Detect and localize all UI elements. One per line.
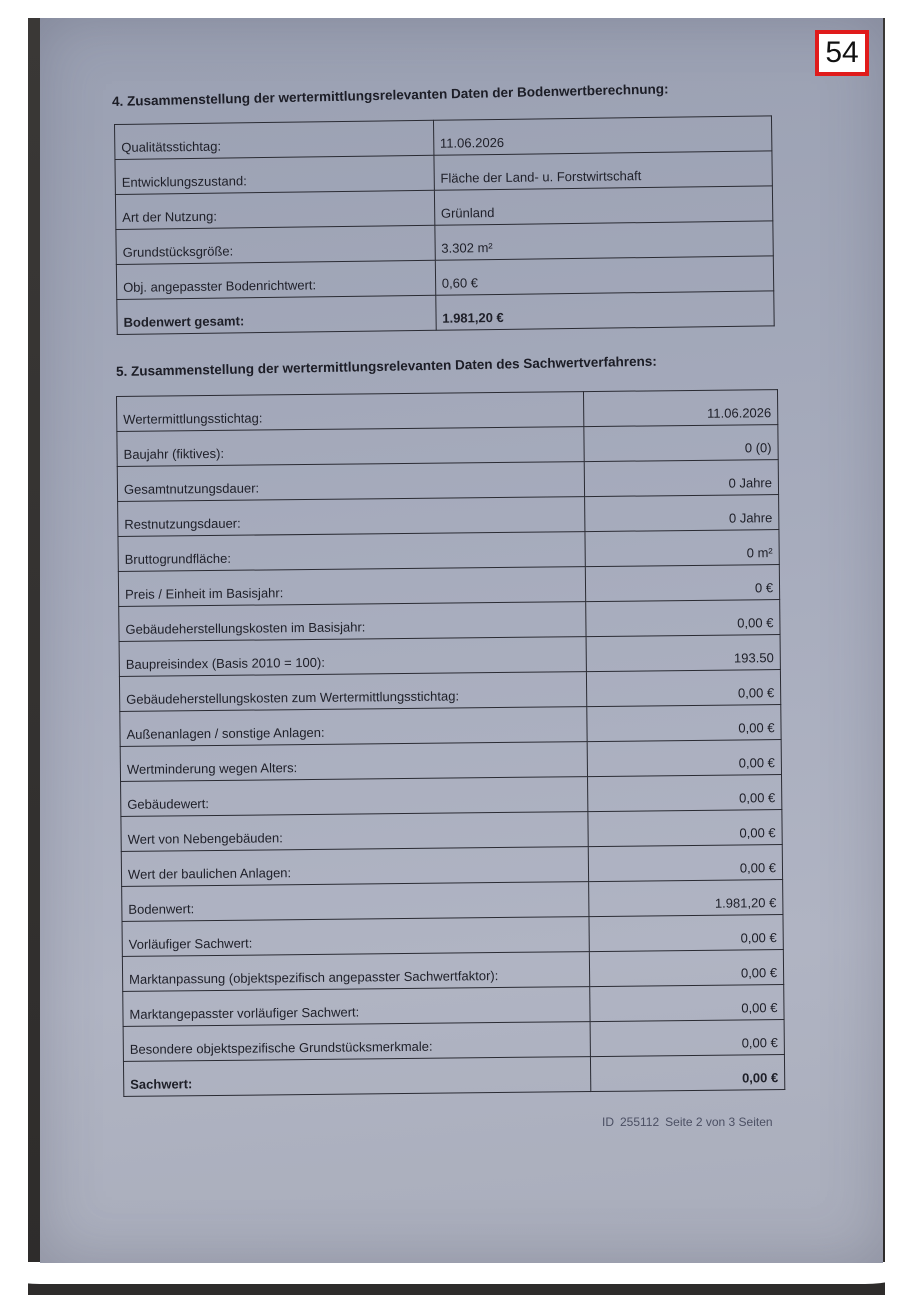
row-label: Wert der baulichen Anlagen:: [121, 847, 588, 887]
page-number-badge: 54: [815, 30, 869, 76]
row-value: 0,00 €: [590, 985, 784, 1022]
row-label: Gebäudeherstellungskosten zum Wertermittlungsstichtag:: [119, 672, 586, 712]
row-value: 0 Jahre: [584, 460, 778, 497]
scan-border-right: [885, 0, 905, 1295]
row-label: Baujahr (fiktives):: [117, 427, 584, 467]
row-value: 1.981,20 €: [589, 880, 783, 917]
row-value: 193.50: [586, 635, 780, 672]
row-label: Obj. angepasster Bodenrichtwert:: [116, 260, 435, 299]
row-label: Bodenwert gesamt:: [117, 295, 436, 334]
row-value: 0,00 €: [587, 705, 781, 742]
row-label: Gesamtnutzungsdauer:: [117, 462, 584, 502]
scan-border-bottom: [0, 1262, 905, 1284]
row-value: 0,00 €: [589, 950, 783, 987]
row-value: 0,00 €: [588, 775, 782, 812]
row-value: 11.06.2026: [584, 390, 778, 427]
row-label: Gebäudeherstellungskosten im Basisjahr:: [119, 602, 586, 642]
footer-page-text: Seite 2 von 3 Seiten: [665, 1115, 773, 1129]
row-label: Besondere objektspezifische Grundstücksmerkmale:: [123, 1022, 590, 1062]
table-row: [123, 1055, 784, 1097]
row-label: Sachwert:: [123, 1057, 590, 1097]
row-label: Restnutzungsdauer:: [118, 497, 585, 537]
row-value: 0,00 €: [590, 1020, 784, 1057]
row-label: Qualitätsstichtag:: [115, 120, 434, 159]
row-label: Marktanpassung (objektspezifisch angepasster Sachwertfaktor):: [122, 952, 589, 992]
row-label: Wertermittlungsstichtag:: [117, 392, 584, 432]
row-value: 0,00 €: [591, 1055, 785, 1092]
row-value: 0,00 €: [588, 810, 782, 847]
row-label: Marktangepasster vorläufiger Sachwert:: [123, 987, 590, 1027]
row-label: Bodenwert:: [122, 882, 589, 922]
row-value: 11.06.2026: [433, 116, 772, 155]
footer-id-label: ID: [602, 1115, 614, 1129]
row-value: 0,00 €: [589, 915, 783, 952]
row-label: Bruttogrundfläche:: [118, 532, 585, 572]
row-value: 0 (0): [584, 425, 778, 462]
scan-border-left: [0, 0, 28, 1295]
row-value: 1.981,20 €: [435, 291, 774, 330]
row-label: Grundstücksgröße:: [116, 225, 435, 264]
row-value: 0 €: [585, 565, 779, 602]
row-label: Vorläufiger Sachwert:: [122, 917, 589, 957]
section-5-heading: 5. Zusammenstellung der wertermittlungsrelevanten Daten des Sachwertverfahrens:: [115, 353, 657, 379]
row-label: Baupreisindex (Basis 2010 = 100):: [119, 637, 586, 677]
row-value: 0,00 €: [587, 670, 781, 707]
row-label: Preis / Einheit im Basisjahr:: [118, 567, 585, 607]
page-footer: [602, 1115, 779, 1129]
row-value: 0 m²: [585, 530, 779, 567]
row-value: 0,00 €: [587, 740, 781, 777]
row-label: Gebäudewert:: [121, 777, 588, 817]
row-label: Wert von Nebengebäuden:: [121, 812, 588, 852]
row-value: Grünland: [434, 186, 773, 225]
asset-value-table: [116, 389, 785, 1097]
row-value: Fläche der Land- u. Forstwirtschaft: [434, 151, 773, 190]
row-label: Wertminderung wegen Alters:: [120, 742, 587, 782]
row-value: 0 Jahre: [585, 495, 779, 532]
row-label: Art der Nutzung:: [115, 190, 434, 229]
row-value: 0,00 €: [588, 845, 782, 882]
row-value: 3.302 m²: [435, 221, 774, 260]
row-label: Entwicklungszustand:: [115, 155, 434, 194]
scan-border-top: [0, 0, 905, 18]
land-value-table: [114, 115, 775, 335]
row-value: 0,60 €: [435, 256, 774, 295]
section-4-heading: 4. Zusammenstellung der wertermittlungsrelevanten Daten der Bodenwertberechnung:: [111, 81, 669, 109]
row-label: Außenanlagen / sonstige Anlagen:: [120, 707, 587, 747]
footer-id-value: 255112: [620, 1115, 660, 1129]
row-value: 0,00 €: [586, 600, 780, 637]
